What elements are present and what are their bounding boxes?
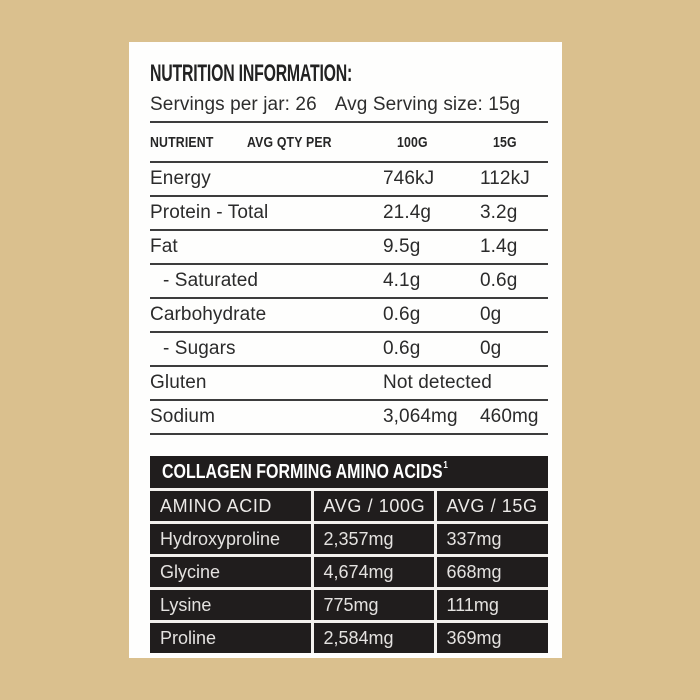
amino-panel-title bbox=[150, 456, 548, 488]
nutrient-100g-value: 9.5g bbox=[383, 230, 480, 264]
table-row-protein bbox=[150, 196, 548, 230]
amino-15g-value: 369mg bbox=[435, 622, 548, 654]
nutrient-100g-value: 0.6g bbox=[383, 298, 480, 332]
table-row-fat bbox=[150, 230, 548, 264]
nutrient-15g-value: 460mg bbox=[480, 400, 548, 434]
table-row-lysine bbox=[150, 589, 548, 622]
nutrient-100g-value: Not detected bbox=[383, 366, 548, 400]
amino-100g-value: 4,674mg bbox=[312, 556, 435, 589]
nutrient-name: Gluten bbox=[150, 366, 383, 400]
amino-name: Hydroxyproline bbox=[150, 523, 312, 556]
nutrient-name: Sodium bbox=[150, 400, 383, 434]
nutrient-name: Fat bbox=[150, 230, 383, 264]
nutrient-name: - Sugars bbox=[150, 332, 383, 366]
nutrient-100g-value: 21.4g bbox=[383, 196, 480, 230]
nutrient-15g-value: 1.4g bbox=[480, 230, 548, 264]
nutrient-15g-value: 3.2g bbox=[480, 196, 548, 230]
amino-15g-value: 111mg bbox=[435, 589, 548, 622]
nutrient-100g-value: 4.1g bbox=[383, 264, 480, 298]
nutrient-table bbox=[150, 121, 548, 435]
amino-100g-value: 2,357mg bbox=[312, 523, 435, 556]
servings-per-jar: Servings per jar: 26 bbox=[150, 94, 317, 115]
amino-name: Glycine bbox=[150, 556, 312, 589]
table-row-sugars bbox=[150, 332, 548, 366]
nutrient-15g-value: 0g bbox=[480, 298, 548, 332]
nutrient-name: Carbohydrate bbox=[150, 298, 383, 332]
table-row-sodium bbox=[150, 400, 548, 434]
nutrient-15g-value: 0.6g bbox=[480, 264, 548, 298]
table-row-glycine bbox=[150, 556, 548, 589]
header-avg-15g: AVG / 15G bbox=[435, 490, 548, 523]
amino-title-text: COLLAGEN FORMING AMINO ACIDS bbox=[162, 460, 443, 483]
amino-name: Proline bbox=[150, 622, 312, 654]
table-row-hydroxyproline bbox=[150, 523, 548, 556]
amino-100g-value: 2,584mg bbox=[312, 622, 435, 654]
serving-size: Avg Serving size: 15g bbox=[334, 94, 521, 115]
amino-header-row bbox=[150, 490, 548, 523]
table-row-carbohydrate bbox=[150, 298, 548, 332]
nutrient-100g-value: 0.6g bbox=[383, 332, 480, 366]
nutrient-name: - Saturated bbox=[150, 264, 383, 298]
nutrition-label-card bbox=[129, 42, 562, 658]
nutrient-15g-value: 112kJ bbox=[480, 162, 548, 196]
nutrition-title bbox=[150, 60, 550, 87]
table-row-gluten bbox=[150, 366, 548, 400]
nutrition-title-text: NUTRITION INFORMATION: bbox=[150, 60, 353, 87]
nutrient-15g-value: 0g bbox=[480, 332, 548, 366]
header-avg-qty-per: AVG QTY PER bbox=[247, 122, 383, 162]
header-avg-100g: AVG / 100G bbox=[312, 490, 435, 523]
amino-acids-panel bbox=[150, 456, 548, 653]
footnote-superscript: 1 bbox=[443, 459, 448, 471]
nutrient-name: Energy bbox=[150, 162, 383, 196]
table-row-saturated bbox=[150, 264, 548, 298]
nutrient-header-row bbox=[150, 122, 548, 162]
nutrient-100g-value: 3,064mg bbox=[383, 400, 480, 434]
servings-line bbox=[150, 94, 550, 116]
header-15g: 15G bbox=[480, 122, 548, 162]
table-row-proline bbox=[150, 622, 548, 654]
header-nutrient: NUTRIENT bbox=[150, 122, 247, 162]
table-row-energy bbox=[150, 162, 548, 196]
header-100g: 100G bbox=[383, 122, 480, 162]
amino-15g-value: 337mg bbox=[435, 523, 548, 556]
amino-15g-value: 668mg bbox=[435, 556, 548, 589]
nutrient-name: Protein - Total bbox=[150, 196, 383, 230]
nutrient-100g-value: 746kJ bbox=[383, 162, 480, 196]
amino-acid-table bbox=[150, 488, 548, 653]
amino-name: Lysine bbox=[150, 589, 312, 622]
header-amino-acid: AMINO ACID bbox=[150, 490, 312, 523]
amino-100g-value: 775mg bbox=[312, 589, 435, 622]
